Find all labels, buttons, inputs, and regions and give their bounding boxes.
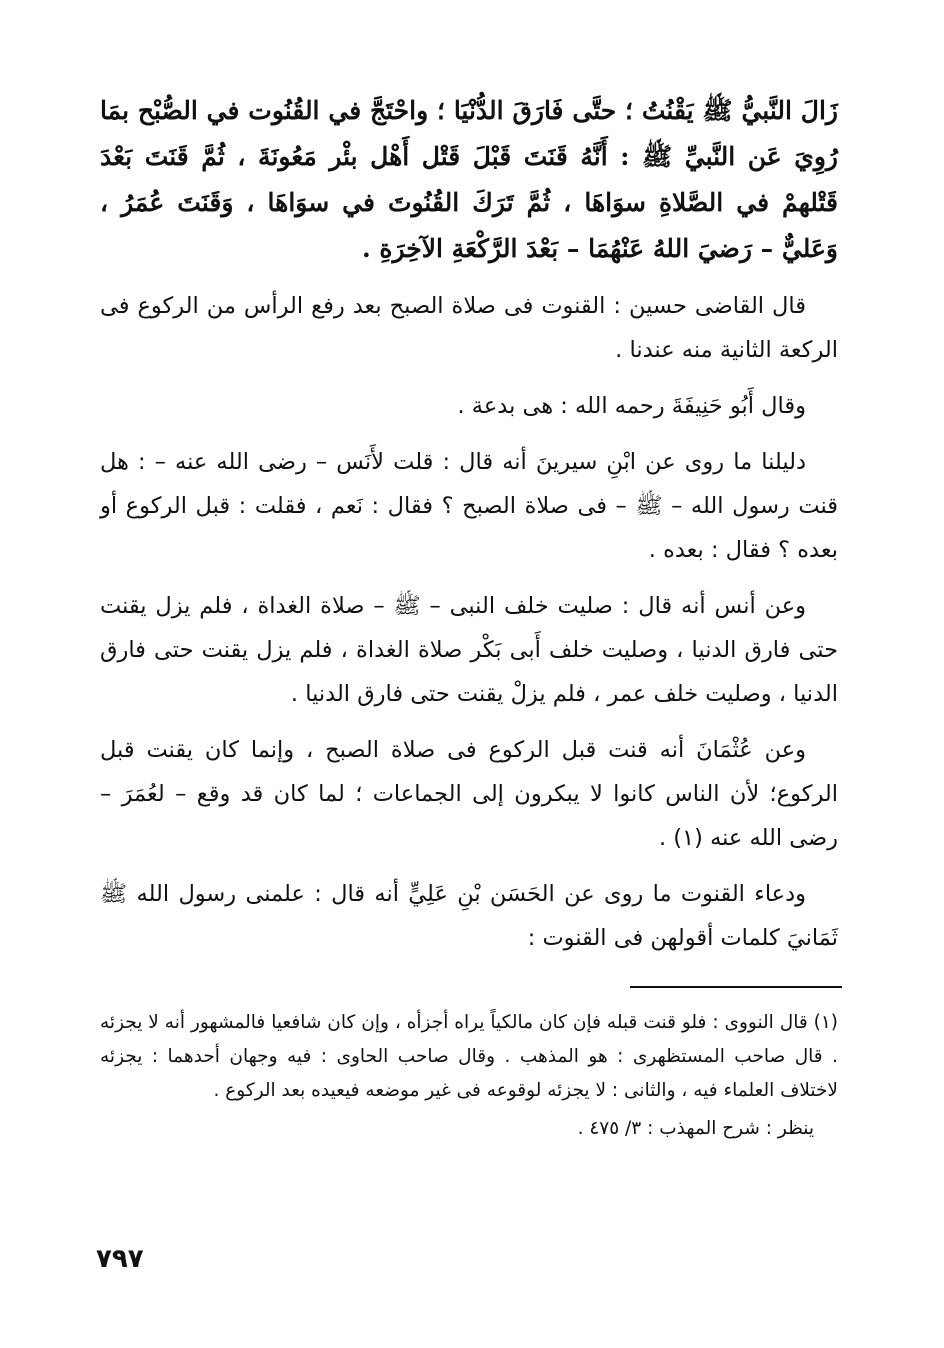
- paragraph-3: وقال أَبُو حَنِيفَةَ رحمه الله : هى بدعة .: [457, 393, 806, 419]
- main-text: [100, 88, 838, 972]
- paragraph-4: دليلنا ما روى عن ابْنِ سيرينَ أنه قال : قلت لأَنَس – رضى الله عنه – : هل قنت رسول الله – ﷺ – فى صلاة الصبح ؟ فقال : نَعم ، فقلت : قبل الركوع أو بعده ؟ فقال : بعده .: [100, 449, 838, 563]
- paragraph-5: وعن أنس أنه قال : صليت خلف النبى – ﷺ – صلاة الغداة ، فلم يزل يقنت حتى فارق الدنيا ، وصليت خلف أَبى بَكْر صلاة الغداة ، فلم يزل يقنت حتى فارق الدنيا ، وصليت خلف عمر ، فلم يزلْ يقنت حتى فارق الدنيا .: [100, 593, 838, 707]
- paragraph-6: وعن عُثْمَانَ أنه قنت قبل الركوع فى صلاة الصبح ، وإنما كان يقنت قبل الركوع؛ لأن الناس كانوا لا يبكرون إلى الجماعات ؛ لما كان قد وقع – لعُمَرَ – رضى الله عنه (١) .: [100, 737, 838, 851]
- paragraph-2: قال القاضى حسين : القنوت فى صلاة الصبح بعد رفع الرأس من الركوع فى الركعة الثانية منه عندنا .: [100, 293, 838, 363]
- footnotes: [100, 1006, 838, 1146]
- paragraph-1: زَالَ النَّبيُّ ﷺ يَقْنُتُ ؛ حتَّى فَارَقَ الدُّنْيَا ؛ واحْتَجَّ في القُنُوت في الصُّبْح بمَا رُوِيَ عَن النَّبيِّ ﷺ : أَنَّهُ قَنَتَ قَبْلَ قَتْل أَهْل بئْر مَعُونَةَ ، ثُمَّ قَنَتَ بَعْدَ قَتْلهمْ في الصَّلاةِ سوَاهَا ، ثُمَّ تَرَكَ القُنُوتَ في سوَاهَا ، وَقَنَتَ عُمَرُ ، وَعَليٌّ – رَضيَ اللهُ عَنْهُمَا – بَعْدَ الرَّكْعَةِ الآخِرَةِ .: [100, 96, 838, 263]
- page-number: ٧٩٧: [96, 1244, 144, 1274]
- footnote-reference: ينظر : شرح المهذب : ٣/ ٤٧٥ .: [577, 1118, 814, 1139]
- paragraph-7: ودعاء القنوت ما روى عن الحَسَن بْنِ عَلِيٍّ أنه قال : علمنى رسول الله ﷺ ثَمَانيَ كلمات أقولهن فى القنوت :: [100, 881, 838, 951]
- footnote-1: (١) قال النووى : فلو قنت قبله فإن كان مالكياً يراه أجزأه ، وإن كان شافعيا فالمشهور أنه لا يجزئه . قال صاحب المستظهرى : هو المذهب . وقال صاحب الحاوى : فيه وجهان أحدهما : يجزئه لاختلاف العلماء فيه ، والثانى : لا يجزئه لوقوعه فى غير موضعه فيعيده بعد الركوع .: [100, 1012, 838, 1101]
- footnote-divider: [630, 986, 842, 988]
